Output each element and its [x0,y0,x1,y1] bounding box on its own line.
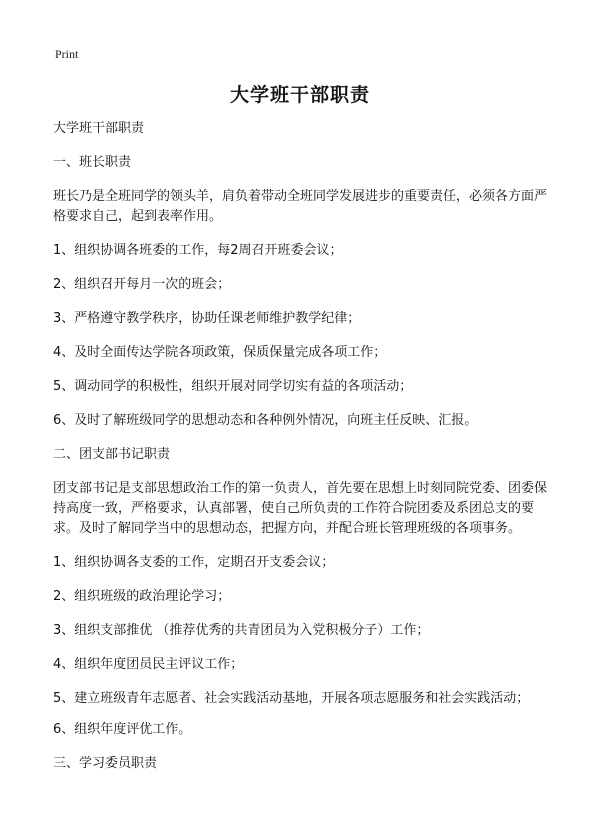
list-item: 6、及时了解班级同学的思想动态和各种例外情况，向班主任反映、汇报。 [53,413,478,428]
section-heading-monitor: 一、班长职责 [53,155,132,170]
section-heading-study-committee: 三、学习委员职责 [53,756,158,771]
page-title: 大学班干部职责 [229,84,370,106]
list-item: 3、组织支部推优 （推荐优秀的共青团员为入党积极分子）工作； [53,623,430,638]
list-item: 5、建立班级青年志愿者、社会实践活动基地，开展各项志愿服务和社会实践活动； [53,691,530,706]
list-item: 4、组织年度团员民主评议工作； [53,657,244,672]
list-item: 2、组织班级的政治理论学习； [53,589,231,604]
section-heading-league-secretary: 二、团支部书记职责 [53,447,171,462]
list-item: 3、严格遵守教学秩序，协助任课老师维护教学纪律； [53,311,361,326]
list-item: 2、组织召开每月一次的班会； [53,277,231,292]
print-link[interactable]: Print [55,47,79,61]
document-subtitle: 大学班干部职责 [53,121,145,136]
list-item: 4、及时全面传达学院各项政策，保质保量完成各项工作； [53,345,387,360]
paragraph-monitor-intro: 班长乃是全班同学的领头羊，肩负着带动全班同学发展进步的重要责任，必须各方面严格要求自己，起到表率作用。 [53,189,548,224]
list-item: 1、组织协调各班委的工作，每2周召开班委会议； [53,243,343,258]
paragraph-league-secretary-intro: 团支部书记是支部思想政治工作的第一负责人，首先要在思想上时刻同院党委、团委保持高度一致，严格要求，认真部署，使自己所负责的工作符合院团委及系团总支的要求。及时了解同学当中的思想动态，把握方向，并配合班长管理班级的各项事务。 [53,481,548,536]
list-item: 6、组织年度评优工作。 [53,722,192,737]
list-item: 1、组织协调各支委的工作，定期召开支委会议； [53,555,335,570]
document-body [53,119,553,788]
list-item: 5、调动同学的积极性，组织开展对同学切实有益的各项活动； [53,379,413,394]
